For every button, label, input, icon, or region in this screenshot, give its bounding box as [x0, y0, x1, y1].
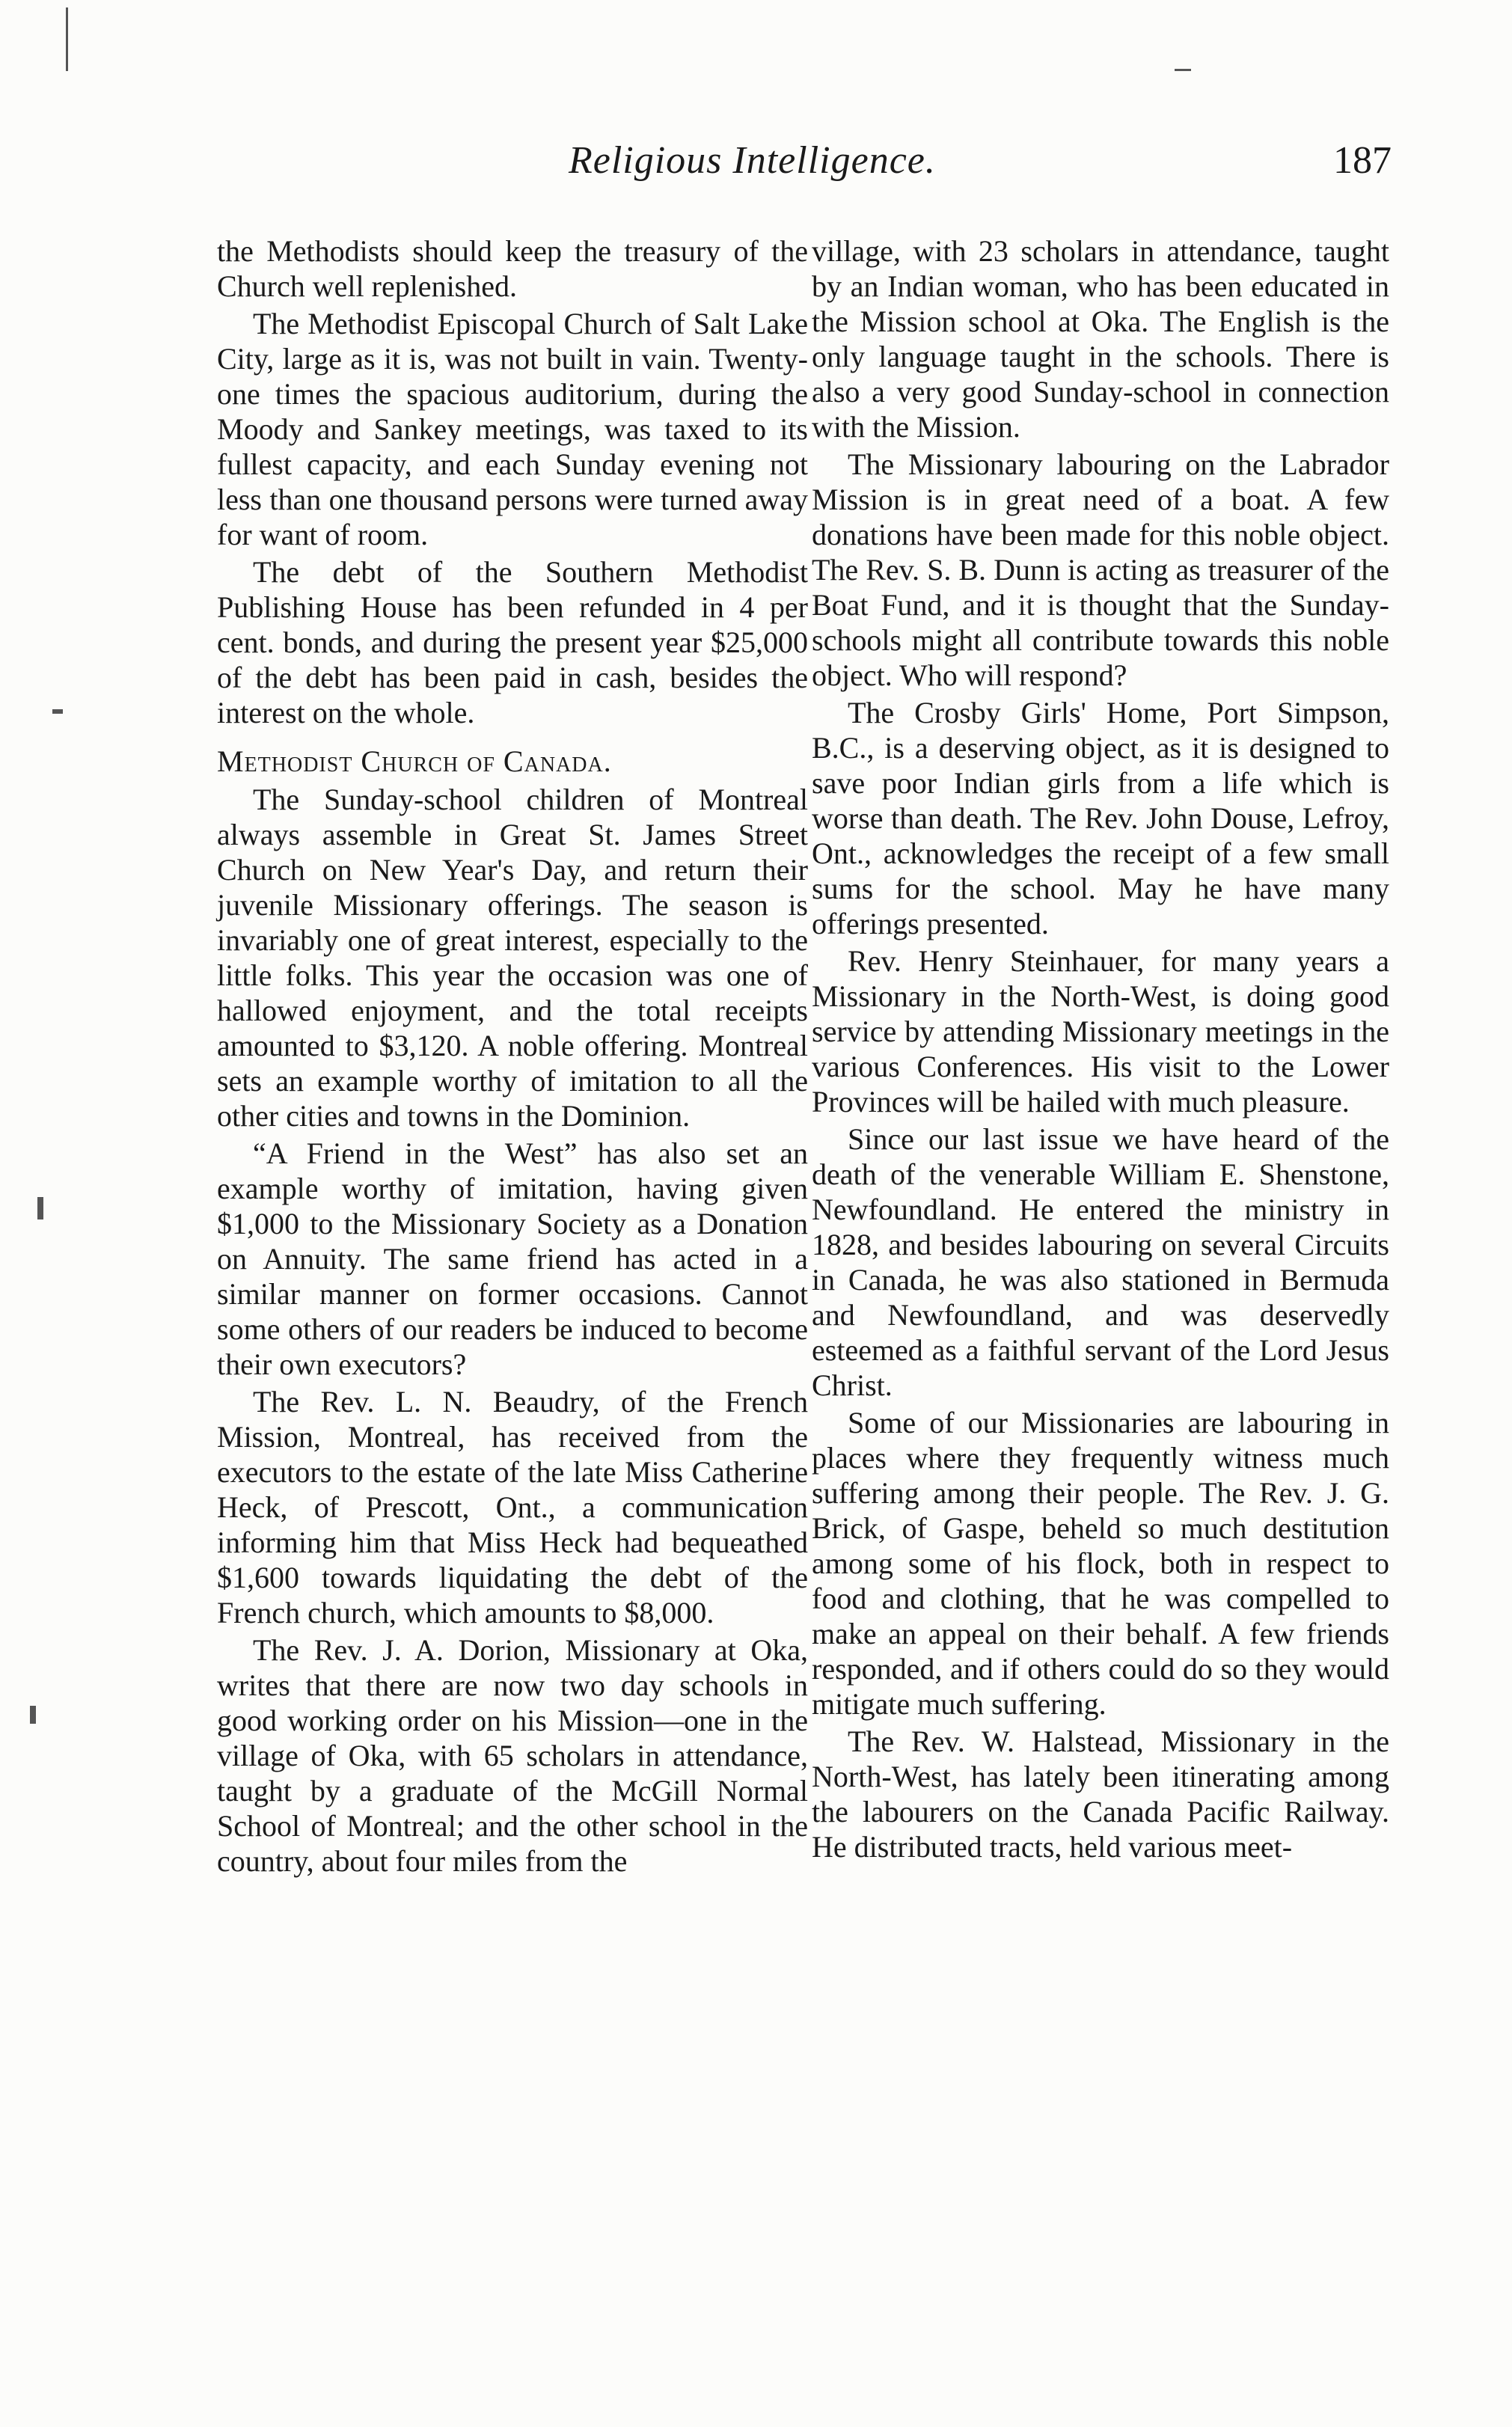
paragraph: The Missionary labouring on the Labrador Mission is in great need of a boat. A few donations have been made for this noble object. The Rev. S. B. Dunn is acting as treasurer of the Boat Fund, and it is thought that the Sunday-schools might all contribute towards this noble object. Who will respond? [812, 447, 1389, 692]
paragraph: “A Friend in the West” has also set an example worthy of imitation, having given $1,000 to the Missionary Society as a Donation on Annuity. The same friend has acted in a similar manner on former occasions. Cannot some others of our readers be induced to become their own executors? [217, 1136, 808, 1381]
paragraph: The Rev. L. N. Beaudry, of the French Mission, Montreal, has received from the executors to the estate of the late Miss Catherine Heck, of Prescott, Ont., a communication informing him that Miss Heck had bequeathed $1,600 towards liquidating the debt of the French church, which amounts to $8,000. [217, 1385, 808, 1629]
running-title: Religious Intelligence. [569, 139, 936, 182]
left-column [217, 233, 808, 1881]
scan-speck [52, 709, 63, 714]
paragraph: Rev. Henry Steinhauer, for many years a Missionary in the North-West, is doing good service by attending Missionary meetings in the various Conferences. His visit to the Lower Provinces will be hailed with much pleasure. [812, 944, 1389, 1118]
paragraph: Some of our Missionaries are labouring in places where they frequently witness much suffering among their people. The Rev. J. G. Brick, of Gaspe, beheld so much destitution among some of his flock, both in respect to food and clothing, that he was compelled to make an appeal on their behalf. A few friends responded, and if others could do so they would mitigate much suffering. [812, 1406, 1389, 1721]
scan-speck [30, 1706, 36, 1724]
paragraph: the Methodists should keep the treasury of the Church well replenished. [217, 234, 808, 303]
paragraph: The debt of the Southern Methodist Publishing House has been refunded in 4 per cent. bonds, and during the present year $25,000 of the debt has been paid in cash, besides the interest on the whole. [217, 555, 808, 729]
paragraph: The Rev. J. A. Dorion, Missionary at Oka, writes that there are now two day schools in good working order on his Mission—one in the village of Oka, with 65 scholars in attendance, taught by a graduate of the McGill Normal School of Montreal; and the other school in the country, about four miles from the [217, 1633, 808, 1878]
paragraph: The Methodist Episcopal Church of Salt Lake City, large as it is, was not built in vain. Twenty-one times the spacious auditorium, during the Moody and Sankey meetings, was taxed to its fullest capacity, and each Sunday evening not less than one thousand persons were turned away for want of room. [217, 307, 808, 551]
page-header [569, 138, 1392, 198]
scan-speck [1175, 69, 1191, 71]
paragraph: The Crosby Girls' Home, Port Simpson, B.C., is a deserving object, as it is designed to save poor Indian girls from a life which is worse than death. The Rev. John Douse, Lefroy, Ont., acknowledges the receipt of a few small sums for the school. May he have many offerings presented. [812, 696, 1389, 940]
section-heading: Methodist Church of Canada. [217, 744, 612, 778]
scan-speck [66, 7, 68, 71]
scan-speck [37, 1197, 43, 1219]
paragraph: Since our last issue we have heard of the death of the venerable William E. Shenstone, Newfoundland. He entered the ministry in 1828, and besides labouring on several Circuits in Canada, he was also stationed in Bermuda and Newfoundland, and was deservedly esteemed as a faithful servant of the Lord Jesus Christ. [812, 1122, 1389, 1402]
right-column [812, 233, 1389, 1867]
page-number: 187 [1333, 139, 1392, 182]
paragraph: village, with 23 scholars in attendance, taught by an Indian woman, who has been educated in the Mission school at Oka. The English is the only language taught in the schools. There is also a very good Sunday-school in connection with the Mission. [812, 234, 1389, 444]
paragraph: The Sunday-school children of Montreal always assemble in Great St. James Street Church on New Year's Day, and return their juvenile Missionary offerings. The season is invariably one of great interest, especially to the little folks. This year the occasion was one of hallowed enjoyment, and the total receipts amounted to $3,120. A noble offering. Montreal sets an example worthy of imitation to all the other cities and towns in the Dominion. [217, 783, 808, 1133]
paragraph: The Rev. W. Halstead, Missionary in the North-West, has lately been itinerating among the labourers on the Canada Pacific Railway. He distributed tracts, held various meet- [812, 1724, 1389, 1864]
